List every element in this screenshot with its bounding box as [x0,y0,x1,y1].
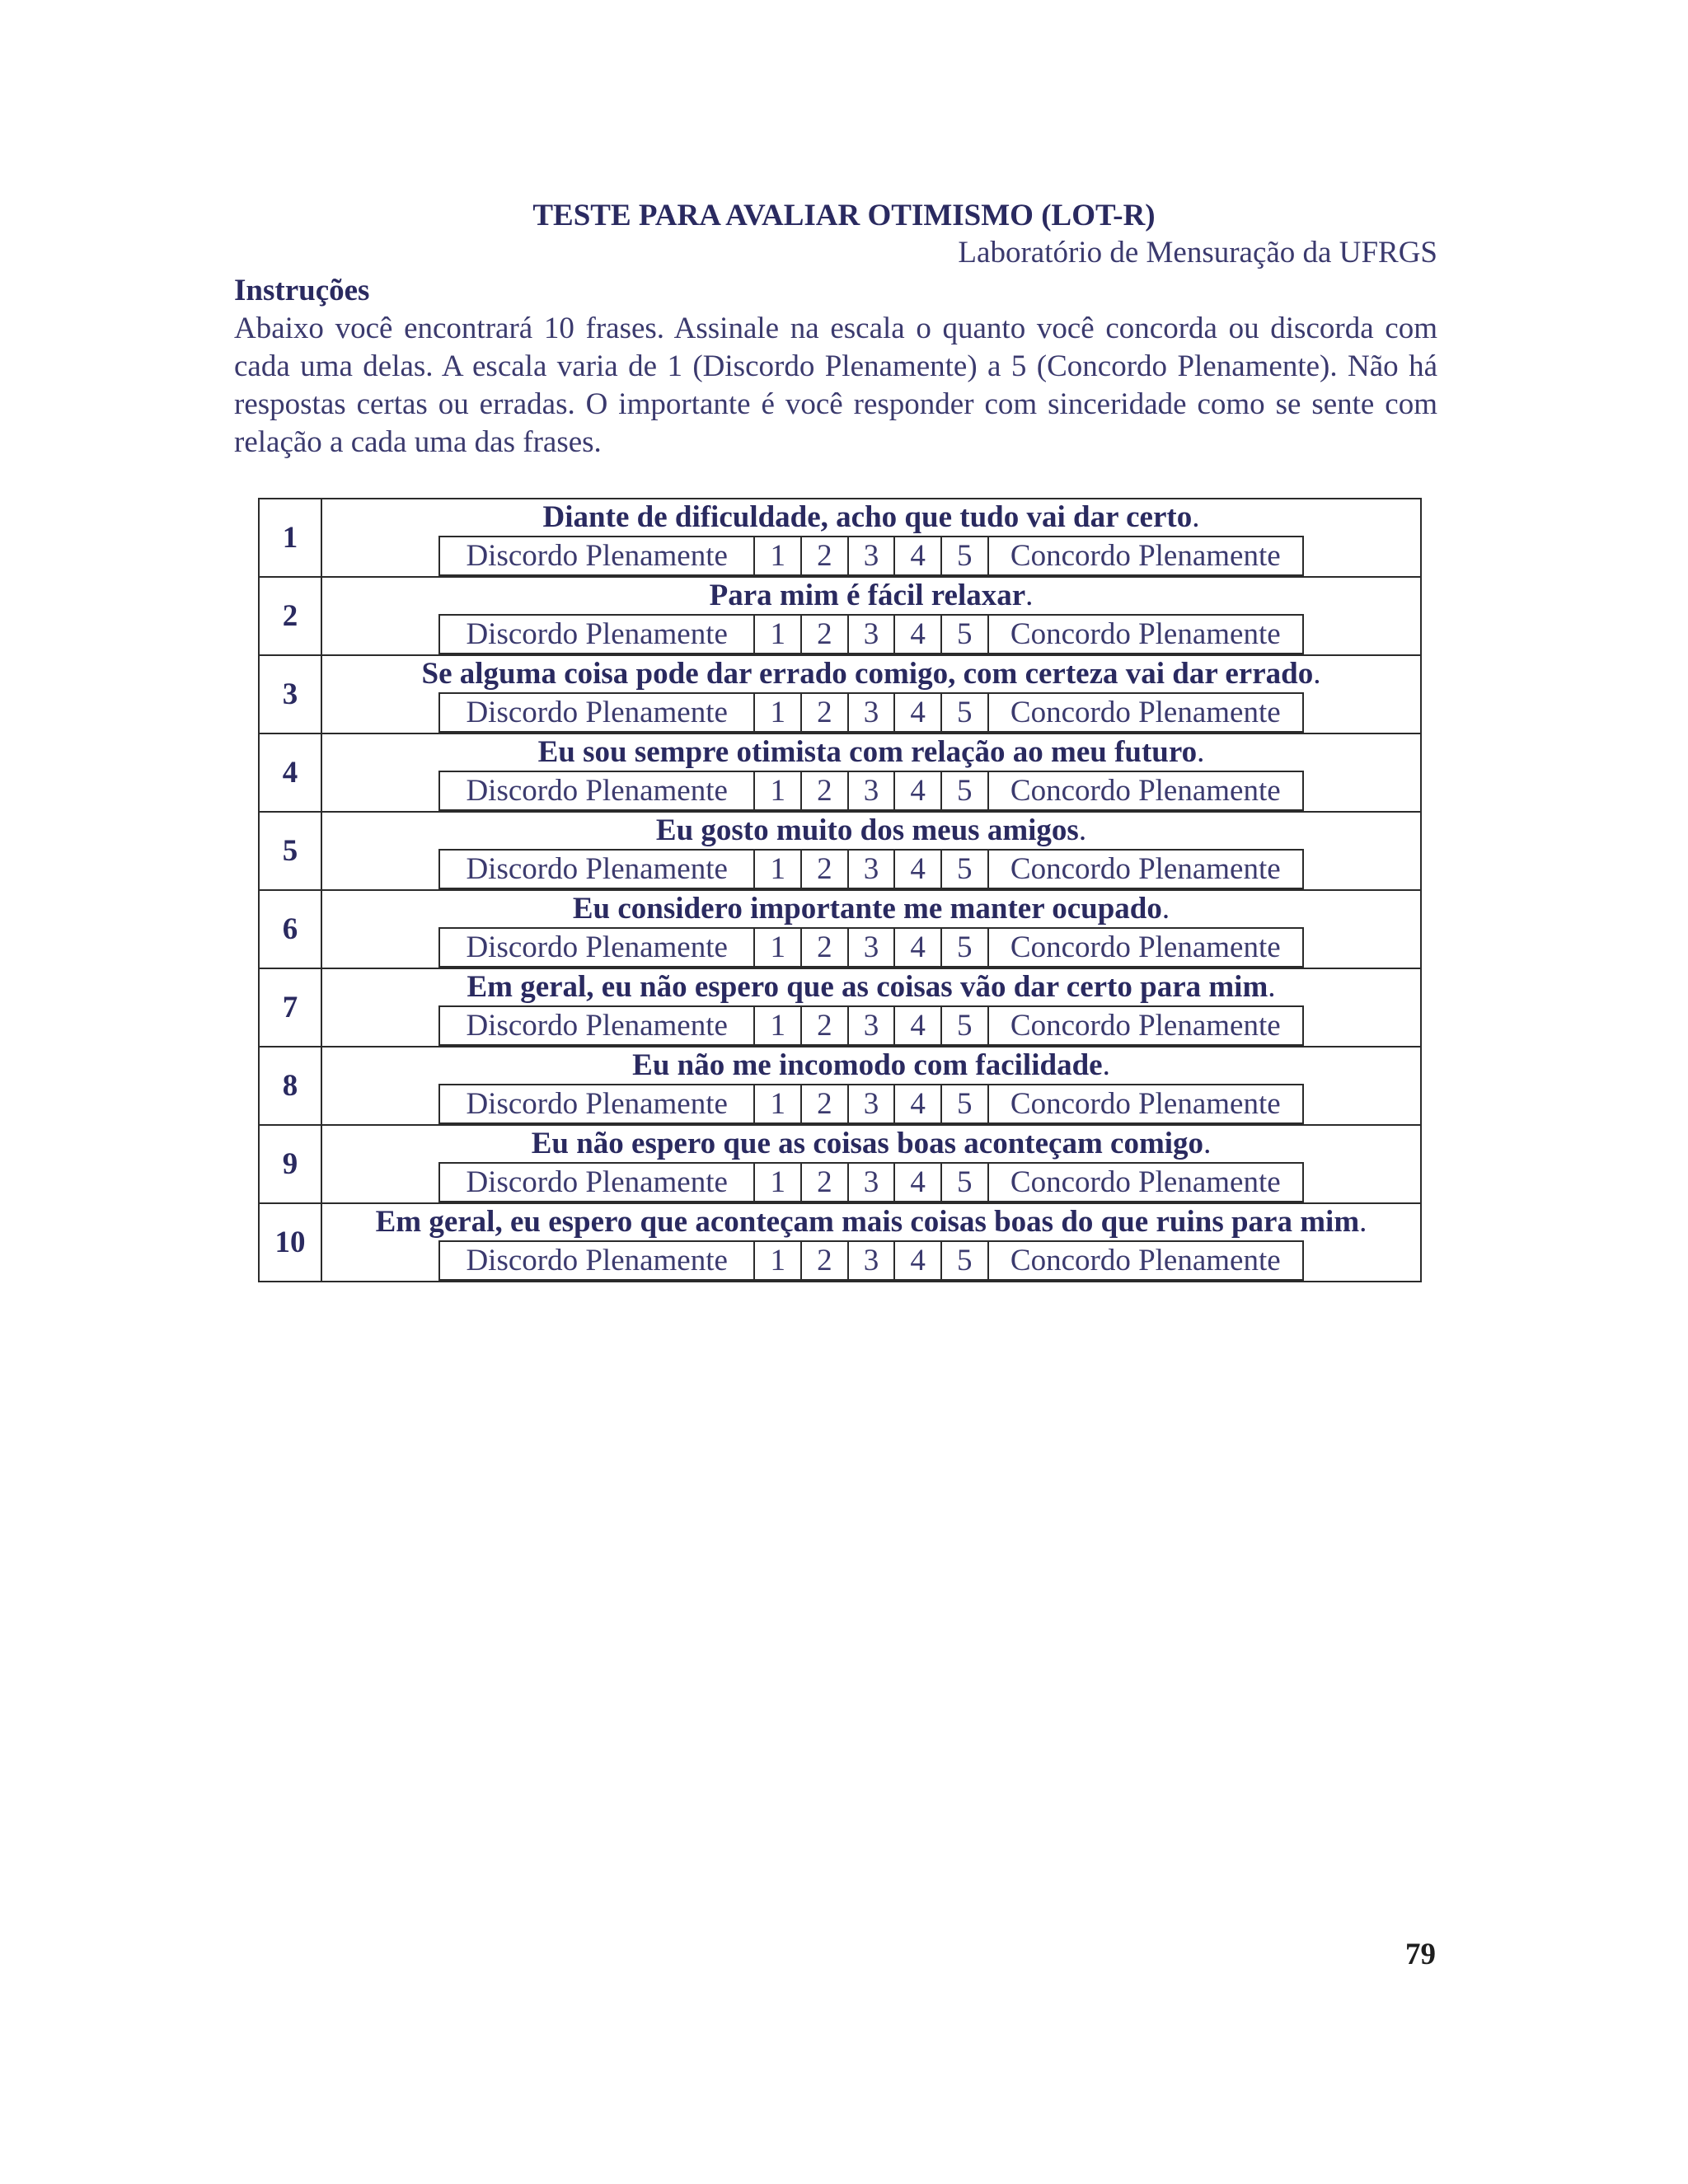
scale-right-anchor: Concordo Plenamente [988,537,1303,575]
scale-option-5[interactable]: 5 [941,850,988,888]
response-scale [438,849,1304,889]
item-statement-text: Em geral, eu não espero que as coisas vão dar certo para mim [467,970,1268,1004]
scale-right-anchor: Concordo Plenamente [988,771,1303,810]
item-statement-text: Eu considero importante me manter ocupado [572,892,1162,926]
item-number: 10 [259,1203,321,1282]
item-content [321,655,1421,733]
scale-left-anchor: Discordo Plenamente [439,615,754,654]
item-content [321,577,1421,655]
scale-option-3[interactable]: 3 [848,850,895,888]
item-number: 7 [259,968,321,1047]
item-statement-text: Em geral, eu espero que aconteçam mais coisas boas do que ruins para mim [375,1205,1360,1239]
item-statement-period: . [1161,892,1170,926]
item-statement-period: . [1025,579,1034,612]
scale-option-1[interactable]: 1 [754,693,801,732]
scale-option-5[interactable]: 5 [941,615,988,654]
scale-left-anchor: Discordo Plenamente [439,1006,754,1045]
scale-option-3[interactable]: 3 [848,928,895,967]
item-statement-period: . [1192,500,1200,534]
scale-left-anchor: Discordo Plenamente [439,771,754,810]
questionnaire-table [258,498,1422,1282]
scale-option-2[interactable]: 2 [801,771,848,810]
item-statement [322,1204,1420,1240]
scale-option-1[interactable]: 1 [754,1006,801,1045]
item-content [321,499,1421,577]
item-statement-text: Eu não espero que as coisas boas aconteçam comigo [531,1127,1204,1160]
response-scale [438,1084,1304,1124]
scale-option-3[interactable]: 3 [848,771,895,810]
scale-option-4[interactable]: 4 [894,1085,941,1123]
item-statement [322,969,1420,1005]
scale-option-2[interactable]: 2 [801,1163,848,1202]
item-content [321,1047,1421,1125]
scale-option-4[interactable]: 4 [894,850,941,888]
scale-option-5[interactable]: 5 [941,1163,988,1202]
scale-option-1[interactable]: 1 [754,928,801,967]
scale-left-anchor: Discordo Plenamente [439,1163,754,1202]
item-statement [322,1126,1420,1162]
scale-right-anchor: Concordo Plenamente [988,693,1303,732]
scale-option-3[interactable]: 3 [848,615,895,654]
item-row [259,499,1421,577]
scale-option-5[interactable]: 5 [941,1006,988,1045]
item-statement-period: . [1078,813,1087,847]
item-content [321,733,1421,812]
scale-option-2[interactable]: 2 [801,1085,848,1123]
item-content [321,812,1421,890]
item-number: 3 [259,655,321,733]
scale-left-anchor: Discordo Plenamente [439,850,754,888]
item-statement-period: . [1268,970,1276,1004]
page-title: TESTE PARA AVALIAR OTIMISMO (LOT-R) [532,199,1156,232]
item-row [259,890,1421,968]
scale-option-2[interactable]: 2 [801,1241,848,1280]
scale-right-anchor: Concordo Plenamente [988,850,1303,888]
response-scale [438,614,1304,654]
scale-option-1[interactable]: 1 [754,850,801,888]
item-number: 2 [259,577,321,655]
scale-option-3[interactable]: 3 [848,693,895,732]
scale-left-anchor: Discordo Plenamente [439,537,754,575]
scale-option-2[interactable]: 2 [801,928,848,967]
scale-option-3[interactable]: 3 [848,1241,895,1280]
item-statement [322,656,1420,692]
item-row [259,655,1421,733]
scale-option-1[interactable]: 1 [754,1085,801,1123]
scale-option-1[interactable]: 1 [754,615,801,654]
scale-option-1[interactable]: 1 [754,1163,801,1202]
scale-option-2[interactable]: 2 [801,615,848,654]
response-scale [438,927,1304,968]
item-statement [322,891,1420,927]
scale-option-4[interactable]: 4 [894,1163,941,1202]
instructions-text: Abaixo você encontrará 10 frases. Assinale na escala o quanto você concorda ou discorda com cada uma delas. A escala varia de 1 (Discordo Plenamente) a 5 (Concordo Plenamente). Não há respostas certas ou erradas. O importante é você responder com sinceridade como se sente com relação a cada uma das frases. [234,312,1437,459]
scale-option-4[interactable]: 4 [894,928,941,967]
scale-left-anchor: Discordo Plenamente [439,1241,754,1280]
scale-option-4[interactable]: 4 [894,1241,941,1280]
page-subtitle: Laboratório de Mensuração da UFRGS [958,236,1437,269]
item-content [321,968,1421,1047]
item-statement-period: . [1313,657,1321,691]
scale-left-anchor: Discordo Plenamente [439,693,754,732]
scale-option-4[interactable]: 4 [894,771,941,810]
scale-option-5[interactable]: 5 [941,771,988,810]
response-scale [438,1005,1304,1046]
response-scale [438,1162,1304,1202]
scale-option-2[interactable]: 2 [801,537,848,575]
scale-option-5[interactable]: 5 [941,537,988,575]
scale-right-anchor: Concordo Plenamente [988,1006,1303,1045]
item-statement [322,1047,1420,1084]
scale-right-anchor: Concordo Plenamente [988,1163,1303,1202]
item-row [259,733,1421,812]
item-statement [322,499,1420,536]
scale-option-5[interactable]: 5 [941,928,988,967]
scale-right-anchor: Concordo Plenamente [988,1085,1303,1123]
scale-right-anchor: Concordo Plenamente [988,1241,1303,1280]
item-number: 4 [259,733,321,812]
item-statement [322,578,1420,614]
item-statement-text: Eu não me incomodo com facilidade [632,1048,1103,1082]
item-statement-period: . [1203,1127,1212,1160]
instructions-heading: Instruções [234,274,370,307]
scale-option-3[interactable]: 3 [848,1163,895,1202]
item-statement-text: Diante de dificuldade, acho que tudo vai dar certo [542,500,1193,534]
item-row [259,812,1421,890]
item-number: 1 [259,499,321,577]
item-number: 6 [259,890,321,968]
item-content [321,1125,1421,1203]
scale-right-anchor: Concordo Plenamente [988,928,1303,967]
item-statement-period: . [1102,1048,1110,1082]
scale-option-4[interactable]: 4 [894,615,941,654]
scale-option-5[interactable]: 5 [941,693,988,732]
page-number: 79 [1405,1938,1436,1971]
item-row [259,968,1421,1047]
scale-option-3[interactable]: 3 [848,1085,895,1123]
item-statement-text: Se alguma coisa pode dar errado comigo, com certeza vai dar errado [421,657,1314,691]
item-number: 5 [259,812,321,890]
item-number: 9 [259,1125,321,1203]
item-row [259,577,1421,655]
item-number: 8 [259,1047,321,1125]
item-statement-text: Eu gosto muito dos meus amigos [655,813,1079,847]
item-row [259,1047,1421,1125]
item-statement [322,734,1420,771]
scale-option-1[interactable]: 1 [754,537,801,575]
item-statement-period: . [1359,1205,1367,1239]
scale-option-2[interactable]: 2 [801,850,848,888]
scale-option-1[interactable]: 1 [754,771,801,810]
item-statement-text: Eu sou sempre otimista com relação ao meu futuro [537,735,1198,769]
scale-option-3[interactable]: 3 [848,537,895,575]
scale-option-4[interactable]: 4 [894,693,941,732]
item-statement-period: . [1197,735,1205,769]
item-row [259,1125,1421,1203]
scale-left-anchor: Discordo Plenamente [439,1085,754,1123]
scale-option-5[interactable]: 5 [941,1241,988,1280]
response-scale [438,536,1304,576]
item-statement [322,813,1420,849]
scale-option-2[interactable]: 2 [801,693,848,732]
scale-option-1[interactable]: 1 [754,1241,801,1280]
item-statement-text: Para mim é fácil relaxar [709,579,1026,612]
item-content [321,1203,1421,1282]
scale-option-4[interactable]: 4 [894,537,941,575]
scale-option-3[interactable]: 3 [848,1006,895,1045]
scale-left-anchor: Discordo Plenamente [439,928,754,967]
response-scale [438,1240,1304,1281]
response-scale [438,771,1304,811]
scale-option-5[interactable]: 5 [941,1085,988,1123]
response-scale [438,692,1304,733]
scale-option-2[interactable]: 2 [801,1006,848,1045]
scale-option-4[interactable]: 4 [894,1006,941,1045]
scale-right-anchor: Concordo Plenamente [988,615,1303,654]
item-row [259,1203,1421,1282]
item-content [321,890,1421,968]
